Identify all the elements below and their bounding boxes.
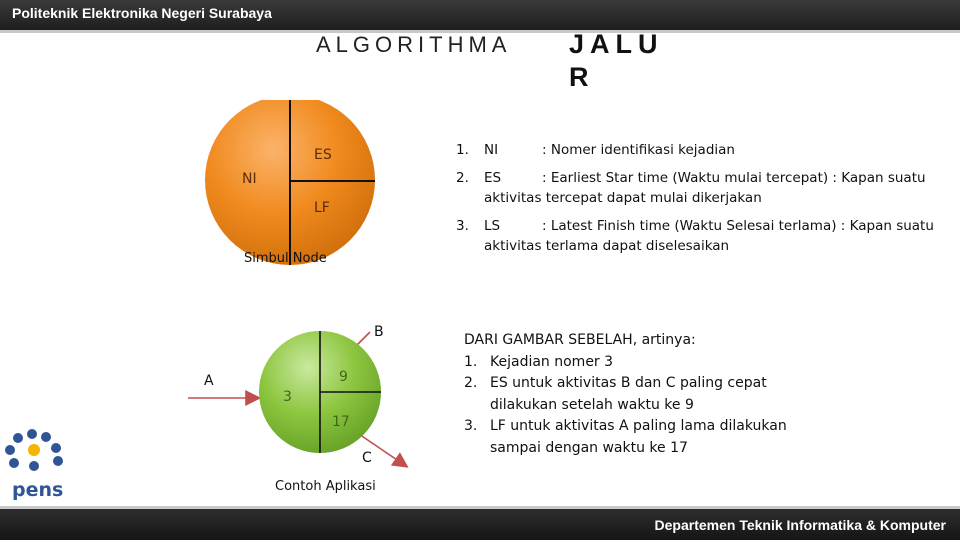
logo-text: pens (12, 479, 64, 501)
example-diagram (180, 310, 420, 480)
node-es-label: ES (314, 147, 332, 163)
logo-dot (29, 461, 39, 471)
explanation-number: 2. (464, 375, 478, 391)
label-c: C (362, 450, 372, 466)
explanation-item (464, 373, 804, 416)
slide-title-secondary: JALU R (569, 29, 664, 92)
footer-bar (0, 509, 960, 540)
department-title: Departemen Teknik Informatika & Komputer (654, 517, 946, 533)
logo-dot (5, 445, 15, 455)
header-bar (0, 0, 960, 30)
definition-item (456, 168, 956, 208)
node-symbol-caption: Simbul Node (244, 251, 327, 266)
explanation-number: 1. (464, 353, 478, 370)
explanation-text: LF untuk aktivitas A paling lama dilakukan sampai dengan waktu ke 17 (490, 418, 787, 456)
definition-item (456, 216, 956, 256)
explanation-item (464, 416, 804, 459)
node-ni-label: NI (242, 171, 257, 187)
institution-title: Politeknik Elektronika Negeri Surabaya (12, 5, 272, 21)
explanation-text: ES untuk aktivitas B dan C paling cepat dilakukan setelah waktu ke 9 (490, 375, 767, 413)
logo-dot (13, 433, 23, 443)
logo-dot (53, 456, 63, 466)
definition-list (456, 140, 956, 264)
definition-number: 2. (456, 170, 469, 186)
definition-term: ES (484, 170, 502, 186)
slide-title-main: ALGORITHMA (316, 32, 512, 57)
label-a: A (204, 373, 214, 389)
explanation-block (464, 330, 804, 459)
definition-desc: : Earliest Star time (Waktu mulai tercepat) : Kapan suatu aktivitas tercepat dapat mulai dikerjakan (484, 170, 926, 206)
definition-number: 3. (456, 218, 469, 234)
definition-desc: : Latest Finish time (Waktu Selesai terlama) : Kapan suatu aktivitas terlama dapat diselesaikan (484, 218, 934, 254)
example-caption: Contoh Aplikasi (275, 479, 376, 494)
logo-dot (28, 444, 40, 456)
explanation-text: Kejadian nomer 3 (490, 353, 614, 370)
explanation-number: 3. (464, 418, 478, 434)
label-b: B (374, 324, 384, 340)
definition-term: LS (484, 218, 501, 234)
example-node-label: 3 (283, 389, 292, 405)
definition-number: 1. (456, 142, 469, 158)
example-es-value: 9 (339, 369, 348, 385)
logo-dot (27, 429, 37, 439)
logo-dot (51, 443, 61, 453)
definition-item (456, 140, 956, 160)
logo-dot (9, 458, 19, 468)
definition-term: NI (484, 142, 499, 158)
pens-logo (0, 428, 80, 504)
explanation-heading: DARI GAMBAR SEBELAH, artinya: (464, 332, 696, 348)
explanation-item (464, 352, 804, 374)
node-lf-label: LF (314, 200, 330, 216)
logo-dot (41, 432, 51, 442)
example-lf-value: 17 (332, 414, 350, 430)
definition-desc: : Nomer identifikasi kejadian (542, 142, 735, 158)
